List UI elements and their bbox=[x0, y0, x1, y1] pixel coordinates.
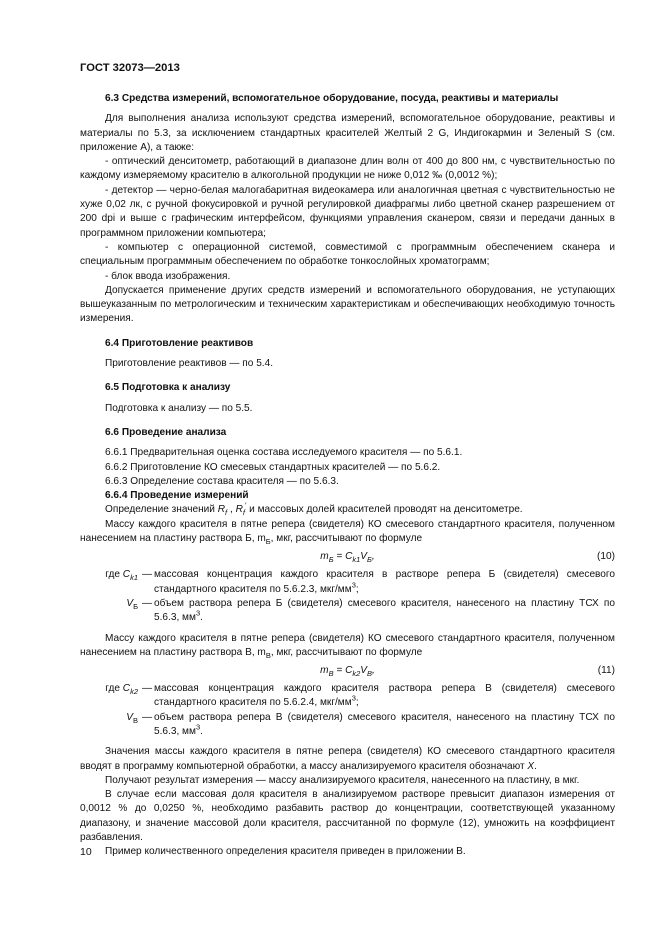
subsection-6-6-2: 6.6.2 Приготовление КО смесевых стандартных красителей — по 5.6.2. bbox=[105, 461, 441, 473]
list-item: - оптический денситометр, работающий в диапазоне длин волн от 400 до 800 нм, с чувствительностью по каждому измеряемому красителю в алкогольной продукции не ниже 0,012 ‰ (0,0012 %); bbox=[80, 156, 615, 182]
document-header: ГОСТ 32073—2013 bbox=[80, 62, 180, 74]
subsection-6-6-4-title: 6.6.4 Проведение измерений bbox=[105, 490, 249, 502]
formula-10: $m_Б = C_{k1}V_Б$, (10) bbox=[320, 551, 615, 565]
subsection-6-6-3: 6.6.3 Определение состава красителя — по 5.6.3. bbox=[105, 475, 339, 487]
section-6-5-title: 6.5 Подготовка к анализу bbox=[105, 382, 231, 394]
section-6-3-paragraph: Допускается применение других средств измерений и вспомогательного оборудования, не уступающих вышеуказанным по метрологическим и техническим характеристикам и обеспечивающих необходимую точность измерения. bbox=[80, 284, 615, 325]
list-item: - блок ввода изображения. bbox=[105, 270, 231, 282]
page-number: 10 bbox=[80, 846, 92, 858]
list-item: - детектор — черно-белая малогабаритная видеокамера или аналогичная цветная с чувствительностью не хуже 0,02 лк, с ручной фокусировкой и ручной регулировкой диафрагмы либо цветной сканер разрешением от 200 dpi и выше с графическим интерфейсом, функциями управления сканером, связи и передачи данных в программном приложении компьютера; bbox=[80, 184, 615, 239]
section-6-6-title: 6.6 Проведение анализа bbox=[105, 426, 227, 438]
document-body bbox=[80, 92, 615, 860]
paragraph: Получают результат измерения — массу анализируемого красителя, нанесенного на пластину, в мкг. bbox=[105, 774, 580, 786]
section-6-3-paragraph: Для выполнения анализа используют средства измерений, вспомогательное оборудование, реактивы и материалы по 5.3, за исключением стандартных красителей Желтый 2 G, Индигокармин и Зеленый S (см. приложение А), а также: bbox=[80, 113, 615, 153]
section-6-4-text: Приготовление реактивов — по 5.4. bbox=[105, 358, 274, 370]
list-item: - компьютер с операционной системой, совместимой с программным обеспечением сканера и специальным программным обеспечением по обработке тонкослойных хроматограмм; bbox=[80, 241, 615, 268]
section-6-4-title: 6.4 Приготовление реактивов bbox=[105, 337, 254, 349]
paragraph: Массу каждого красителя в пятне репера (свидетеля) КО смесевого стандартного красителя, полученном нанесением на пластину раствора В, $m_В$, мкг, рассчитывают по формуле bbox=[80, 632, 615, 660]
formula-11-legend: где $C_{k2}$ — массовая концентрация каждого красителя раствора репера В (свидетеля) смесевого стандартного красителя по 5.6.2.4, мкг/$мм^3$; $V_В$ — объем раствора репера В (свидетеля) смесевого красителя, нанесеного на пластину ТСХ по 5.6.3, $мм^3$. bbox=[105, 683, 615, 737]
formula-11: $m_В = C_{k2}V_В$, (11) bbox=[320, 665, 615, 679]
paragraph: Значения массы каждого красителя в пятне репера (свидетеля) КО смесевого стандартного красителя вводят в программу компьютерной обработки, а массу анализируемого красителя обозначают X. bbox=[80, 746, 615, 772]
formula-number: (11) bbox=[597, 665, 615, 677]
section-6-3-title: 6.3 Средства измерений, вспомогательное оборудование, посуда, реактивы и материалы bbox=[105, 93, 559, 104]
paragraph: В случае если массовая доля красителя в анализируемом растворе превысит диапазон измерения от 0,0012 % до 0,0250 %, необходимо разбавить раствор до концентрации, соответствующей указанному диапазону, и значение массовой доли красителя, рассчитанной по формуле (12), умножить на коэффициент разбавления. bbox=[80, 789, 615, 844]
paragraph: Пример количественного определения красителя приведен в приложении В. bbox=[105, 846, 466, 858]
formula-10-legend: где $C_{k1}$ — массовая концентрация каждого красителя в растворе репера Б (свидетеля) смесевого стандартного красителя по 5.6.2.3, мкг/$мм^3$; $V_Б$ — объем раствора репера Б (свидетеля) смесевого красителя, нанесеного на пластину ТСХ по 5.6.3, $мм^3$. bbox=[105, 569, 615, 624]
paragraph: Определение значений $R_f$ , $R_f'$ и массовых долей красителей проводят на денситометре. bbox=[105, 501, 523, 518]
formula-number: (10) bbox=[597, 551, 615, 563]
subsection-6-6-1: 6.6.1 Предварительная оценка состава исследуемого красителя — по 5.6.1. bbox=[105, 447, 463, 459]
section-6-5-text: Подготовка к анализу — по 5.5. bbox=[105, 402, 253, 414]
paragraph: Массу каждого красителя в пятне репера (свидетеля) КО смесевого стандартного красителя, полученном нанесением на пластину раствора Б, $m_Б$, мкг, рассчитывают по формуле bbox=[80, 518, 615, 547]
